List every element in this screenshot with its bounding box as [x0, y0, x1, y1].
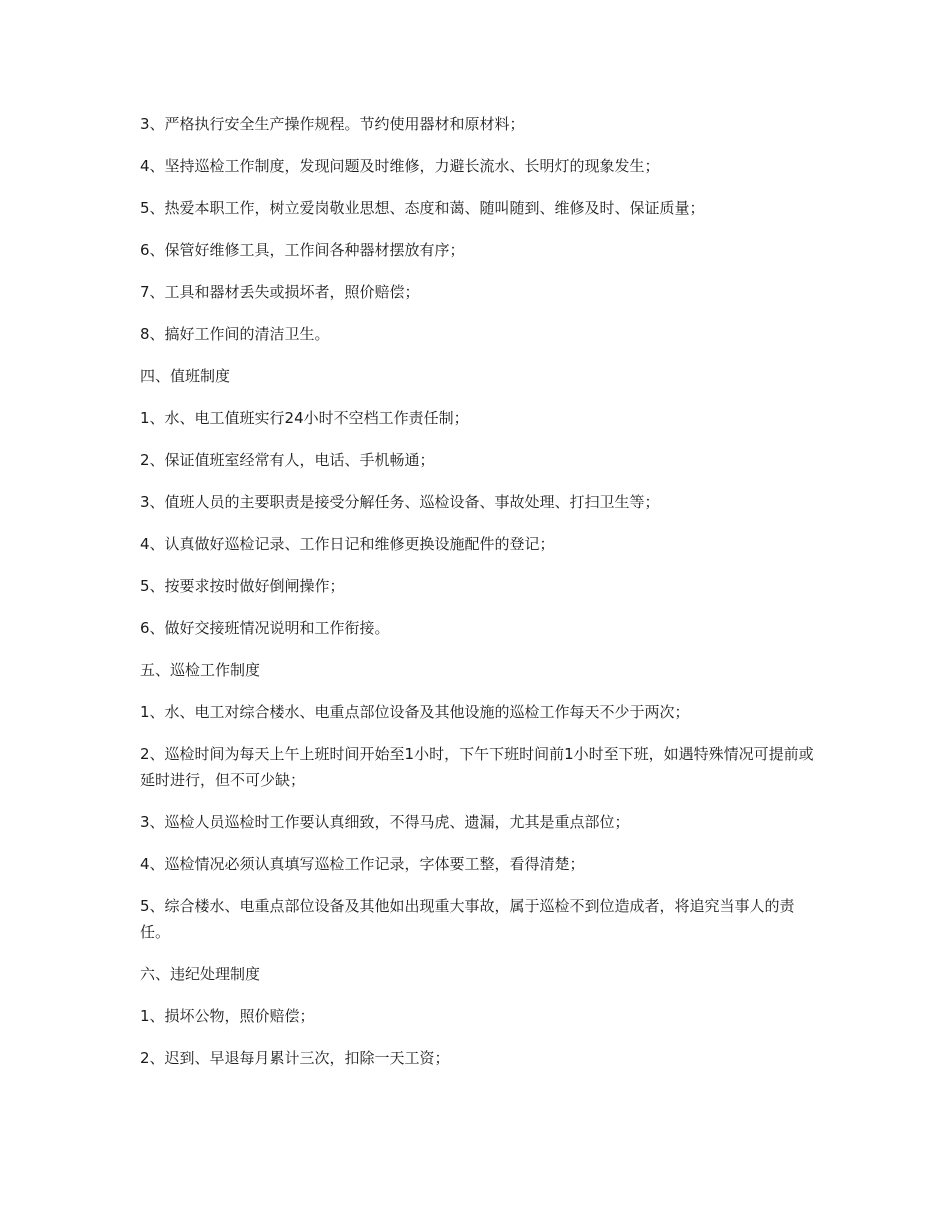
rule-item: 2、保证值班室经常有人，电话、手机畅通；	[140, 451, 435, 469]
rule-item: 7、工具和器材丢失或损坏者，照价赔偿；	[140, 283, 420, 301]
rule-item: 5、按要求按时做好倒闸操作；	[140, 577, 345, 595]
section-heading: 六、违纪处理制度	[140, 965, 261, 983]
rule-item: 5、综合楼水、电重点部位设备及其他如出现重大事故，属于巡检不到位造成者，将追究当事人的责任。	[140, 897, 795, 941]
section-heading: 四、值班制度	[140, 367, 231, 385]
section-heading: 五、巡检工作制度	[140, 661, 261, 679]
rule-item: 3、严格执行安全生产操作规程。节约使用器材和原材料；	[140, 115, 525, 133]
document-body	[140, 111, 820, 1087]
rule-item: 3、值班人员的主要职责是接受分解任务、巡检设备、事故处理、打扫卫生等；	[140, 493, 660, 511]
rule-item: 1、损坏公物，照价赔偿；	[140, 1007, 315, 1025]
rule-item: 6、做好交接班情况说明和工作衔接。	[140, 619, 390, 637]
rule-item: 3、巡检人员巡检时工作要认真细致，不得马虎、遗漏，尤其是重点部位；	[140, 813, 630, 831]
rule-item: 4、巡检情况必须认真填写巡检工作记录，字体要工整，看得清楚；	[140, 855, 585, 873]
rule-item: 1、水、电工对综合楼水、电重点部位设备及其他设施的巡检工作每天不少于两次；	[140, 703, 690, 721]
rule-item: 6、保管好维修工具，工作间各种器材摆放有序；	[140, 241, 465, 259]
rule-item: 5、热爱本职工作，树立爱岗敬业思想、态度和蔼、随叫随到、维修及时、保证质量；	[140, 199, 705, 217]
rule-item: 2、巡检时间为每天上午上班时间开始至1小时，下午下班时间前1小时至下班，如遇特殊情况可提前或延时进行，但不可少缺；	[140, 745, 814, 789]
rule-item: 1、水、电工值班实行24小时不空档工作责任制；	[140, 409, 469, 427]
rule-item: 4、坚持巡检工作制度，发现问题及时维修，力避长流水、长明灯的现象发生；	[140, 157, 660, 175]
rule-item: 2、迟到、早退每月累计三次，扣除一天工资；	[140, 1049, 450, 1067]
rule-item: 8、搞好工作间的清洁卫生。	[140, 325, 330, 343]
rule-item: 4、认真做好巡检记录、工作日记和维修更换设施配件的登记；	[140, 535, 555, 553]
